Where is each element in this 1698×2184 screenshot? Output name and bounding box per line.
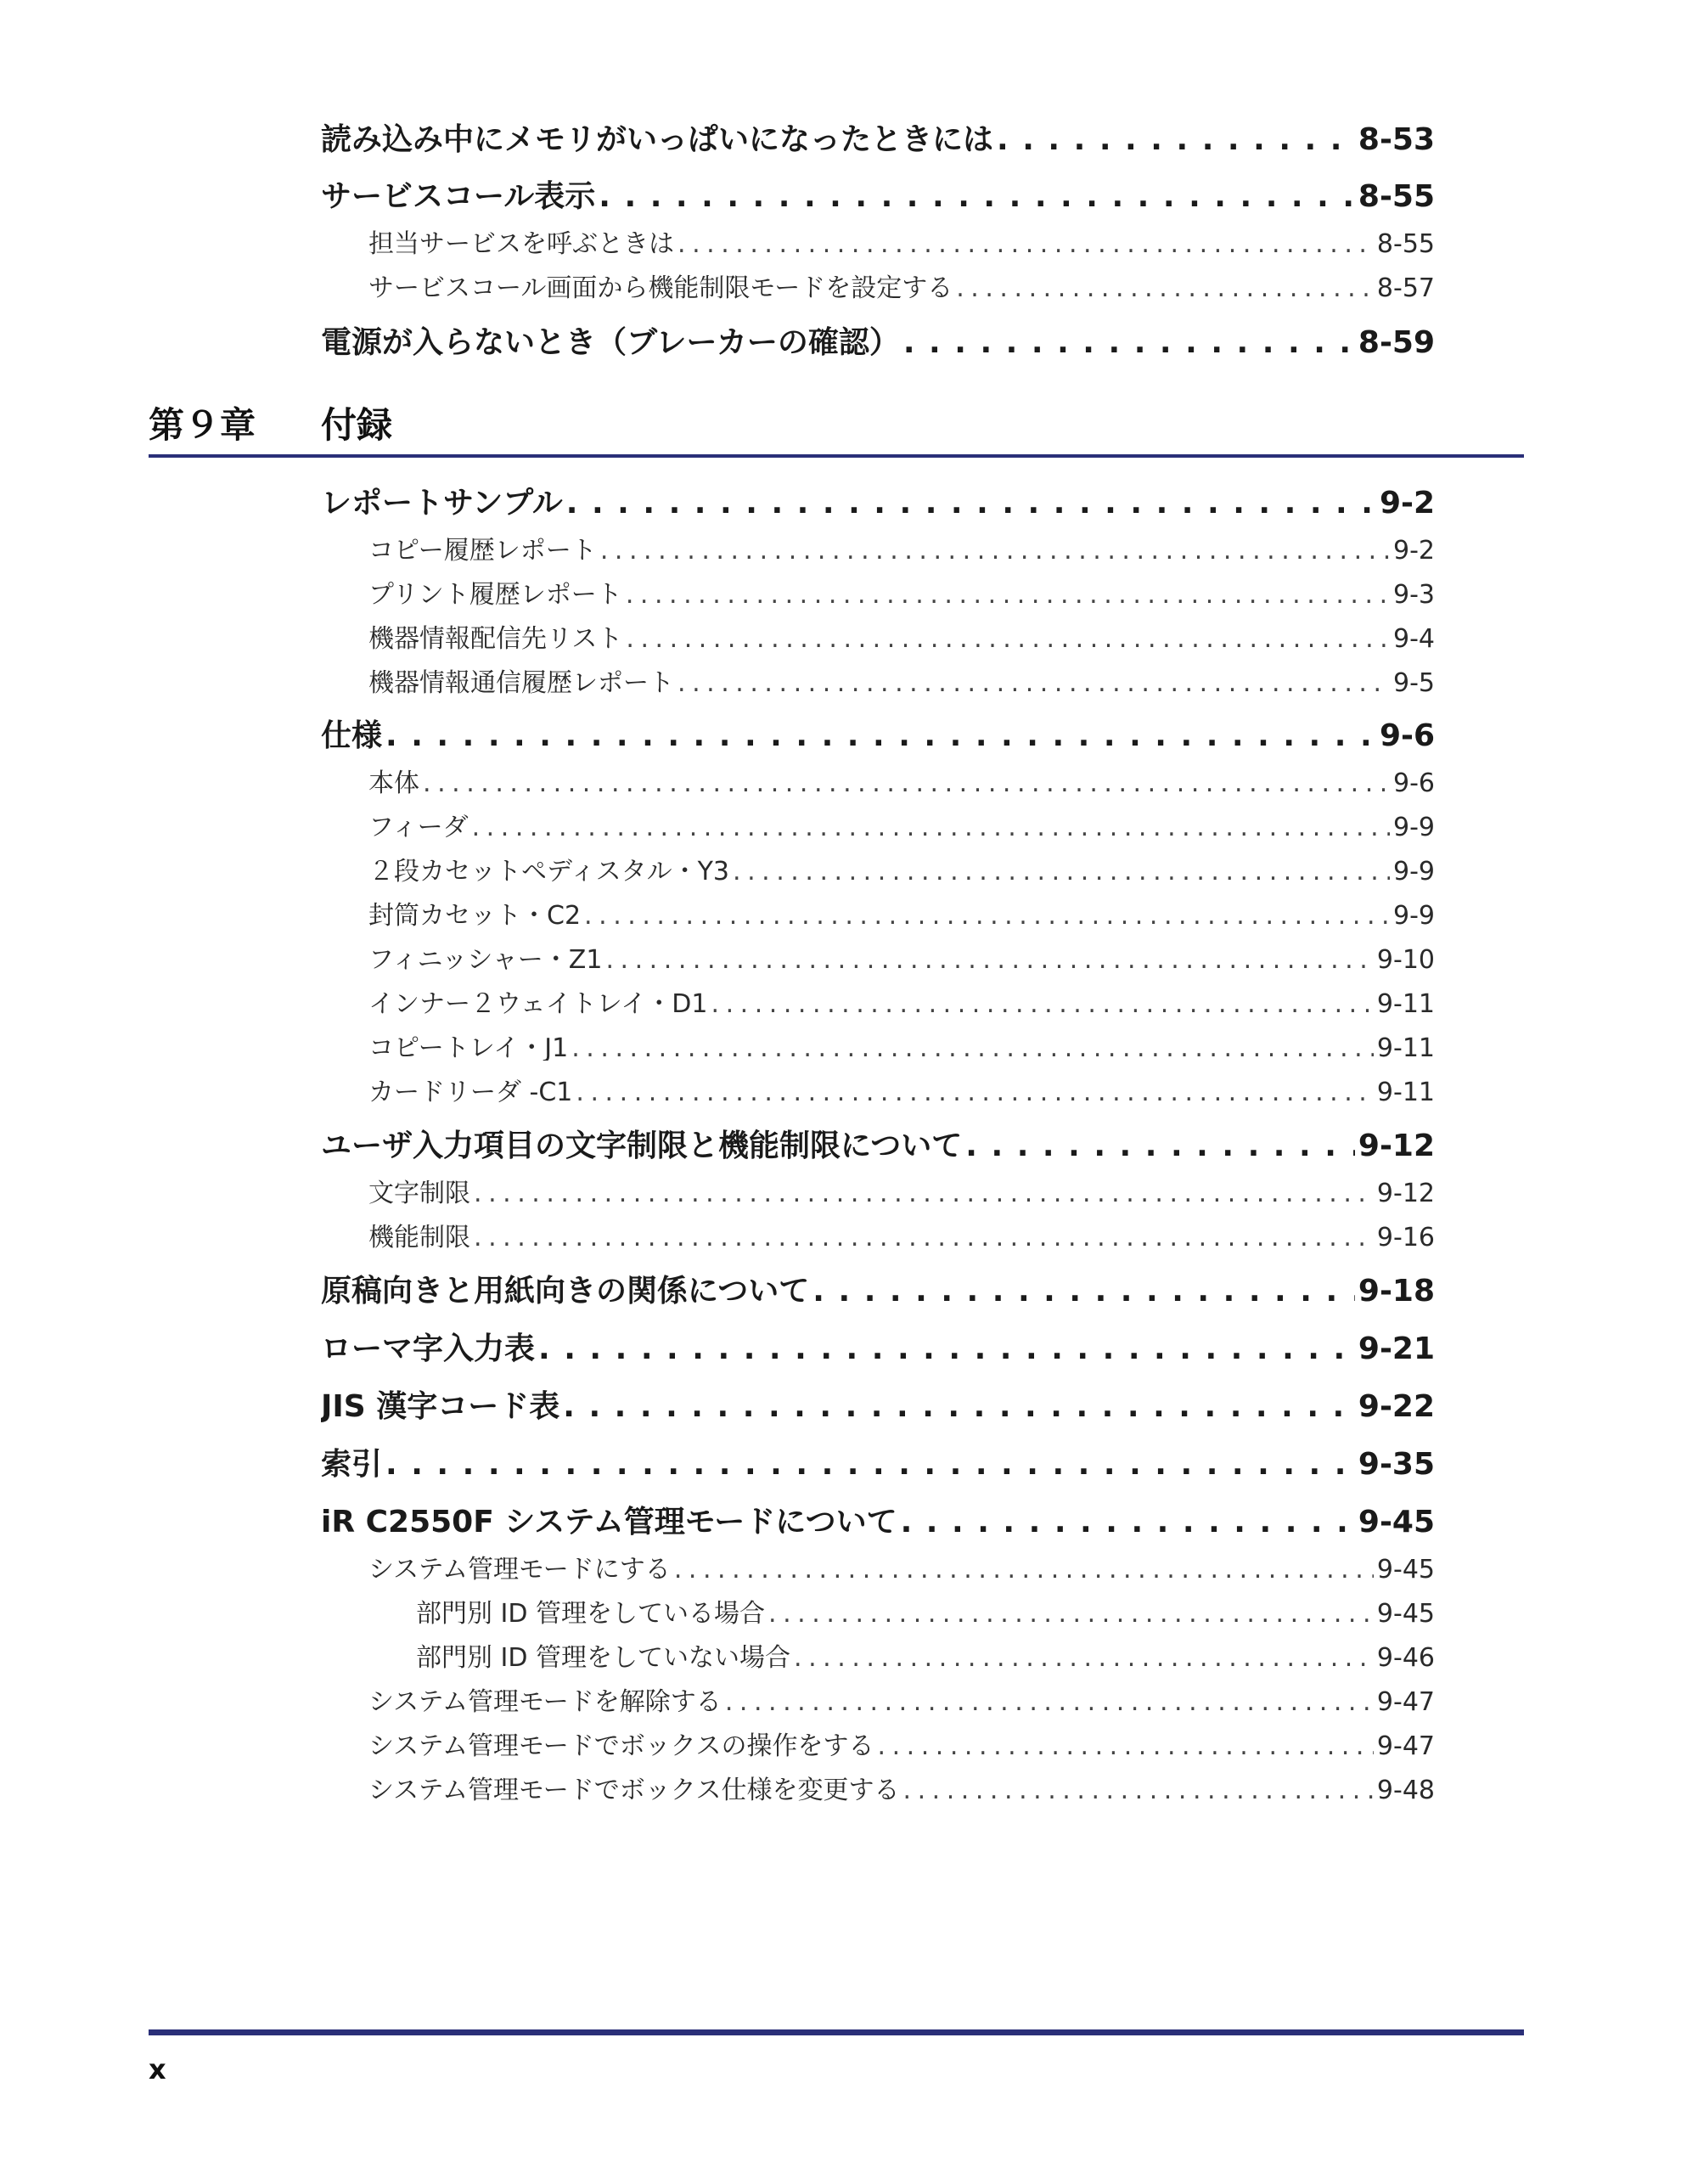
chapter-number: 第９章	[149, 404, 256, 446]
toc-entry-page: 9-11	[1376, 1033, 1435, 1061]
toc-entry-page: 9-6	[1379, 718, 1435, 752]
toc-entry-page: 9-4	[1393, 624, 1435, 651]
toc-entry-page: 9-11	[1376, 1078, 1435, 1105]
toc-entry-page: 9-10	[1376, 945, 1435, 972]
dot-leader	[965, 1129, 1355, 1162]
toc-entry-page: 9-2	[1393, 536, 1435, 563]
toc-entry-title: コピートレイ・J1	[368, 1033, 569, 1061]
dot-leader	[474, 1179, 1374, 1206]
toc-entry-title: 読み込み中にメモリがいっぱいになったときには	[321, 122, 994, 156]
dot-leader	[576, 1078, 1374, 1105]
toc-entry-title: フィーダ	[368, 813, 469, 840]
toc-entry-page: 9-3	[1393, 580, 1435, 607]
toc-subentry[interactable]	[368, 762, 1435, 796]
dot-leader	[626, 580, 1390, 607]
toc-entry-title: 文字制限	[368, 1179, 470, 1206]
toc-subentry[interactable]	[368, 1548, 1435, 1582]
toc-entry-title: プリント履歴レポート	[368, 580, 622, 607]
dot-leader	[674, 1555, 1374, 1582]
toc-entry-page: 9-12	[1358, 1129, 1435, 1162]
toc-subentry[interactable]	[368, 1680, 1435, 1714]
dot-leader	[600, 536, 1390, 563]
toc-entry-page: 8-57	[1376, 273, 1435, 301]
toc-entry-title: サービスコール画面から機能制限モードを設定する	[368, 273, 953, 301]
toc-entry-title: ローマ字入力表	[321, 1331, 536, 1365]
toc-entry-title: 担当サービスを呼ぶときは	[368, 229, 674, 256]
toc-entry-title: 機器情報配信先リスト	[368, 624, 623, 651]
toc-entry-title: 原稿向きと用紙向きの関係について	[321, 1274, 810, 1308]
toc-entry-page: 9-5	[1393, 668, 1435, 695]
toc-subentry[interactable]	[368, 529, 1435, 563]
toc-subentry[interactable]	[368, 982, 1435, 1016]
dot-leader	[566, 486, 1376, 520]
toc-entry-title: サービスコール表示	[321, 179, 596, 213]
toc-subentry[interactable]	[368, 1172, 1435, 1206]
toc-entry-title: JIS 漢字コード表	[321, 1389, 560, 1423]
toc-entry-page: 9-18	[1358, 1274, 1435, 1308]
dot-leader	[474, 1223, 1374, 1250]
dot-leader	[423, 768, 1390, 796]
dot-leader	[385, 718, 1376, 752]
toc-entry-page: 9-35	[1358, 1447, 1435, 1481]
toc-subsubentry[interactable]	[416, 1592, 1435, 1626]
dot-leader	[678, 668, 1390, 695]
toc-entry-page: 9-45	[1376, 1599, 1435, 1626]
chapter-heading	[149, 397, 392, 448]
toc-entry-page: 9-12	[1376, 1179, 1435, 1206]
toc-entry-page: 8-59	[1358, 325, 1435, 359]
dot-leader	[385, 1447, 1355, 1481]
toc-subentry[interactable]	[368, 894, 1435, 928]
toc-entry-page: 8-53	[1358, 122, 1435, 156]
dot-leader	[571, 1033, 1374, 1061]
toc-entry-title: システム管理モードでボックス仕様を変更する	[368, 1776, 900, 1803]
dot-leader	[678, 229, 1374, 256]
dot-leader	[711, 989, 1374, 1016]
toc-entry[interactable]	[321, 479, 1435, 520]
toc-entry-page: 9-22	[1358, 1389, 1435, 1423]
dot-leader	[563, 1389, 1355, 1423]
toc-entry-page: 9-46	[1376, 1643, 1435, 1670]
toc-entry-page: 9-21	[1358, 1331, 1435, 1365]
page-number: x	[149, 2053, 166, 2085]
toc-subentry[interactable]	[368, 267, 1435, 301]
toc-entry-page: 9-45	[1376, 1555, 1435, 1582]
toc-entry-title: 部門別 ID 管理をしている場合	[416, 1599, 766, 1626]
toc-entry-title: インナー２ウェイトレイ・D1	[368, 989, 708, 1016]
toc-entry-title: システム管理モードにする	[368, 1555, 671, 1582]
toc-entry-title: 部門別 ID 管理をしていない場合	[416, 1643, 791, 1670]
toc-entry-title: 機器情報通信履歴レポート	[368, 668, 674, 695]
toc-entry-page: 9-45	[1358, 1505, 1435, 1539]
dot-leader	[599, 179, 1355, 213]
toc-entry[interactable]	[321, 712, 1435, 752]
toc-entry[interactable]	[321, 1267, 1435, 1308]
toc-entry-title: フィニッシャー・Z1	[368, 945, 603, 972]
dot-leader	[812, 1274, 1355, 1308]
toc-subentry[interactable]	[368, 222, 1435, 256]
toc-subentry[interactable]	[368, 1027, 1435, 1061]
toc-entry[interactable]	[321, 1122, 1435, 1162]
toc-entry[interactable]	[321, 1440, 1435, 1481]
toc-entry-title: iR C2550F システム管理モードについて	[321, 1505, 897, 1539]
toc-entry-page: 8-55	[1376, 229, 1435, 256]
toc-entry[interactable]	[321, 1498, 1435, 1539]
dot-leader	[605, 945, 1373, 972]
toc-entry-page: 9-6	[1393, 768, 1435, 796]
toc-entry-title: システム管理モードを解除する	[368, 1687, 722, 1714]
toc-entry-title: 電源が入らないとき（ブレーカーの確認）	[321, 325, 900, 359]
toc-entry-page: 9-9	[1393, 901, 1435, 928]
dot-leader	[768, 1599, 1374, 1626]
toc-subentry[interactable]	[368, 850, 1435, 884]
toc-entry-title: 機能制限	[368, 1223, 470, 1250]
dot-leader	[725, 1687, 1374, 1714]
toc-entry-title: ユーザ入力項目の文字制限と機能制限について	[321, 1129, 963, 1162]
dot-leader	[997, 122, 1355, 156]
toc-subentry[interactable]	[368, 938, 1435, 972]
toc-entry[interactable]	[321, 1325, 1435, 1365]
toc-subentry[interactable]	[368, 617, 1435, 651]
toc-entry-title: コピー履歴レポート	[368, 536, 597, 563]
dot-leader	[733, 857, 1390, 884]
toc-subentry[interactable]	[368, 1769, 1435, 1803]
dot-leader	[626, 624, 1390, 651]
toc-entry[interactable]	[321, 172, 1435, 213]
toc-entry[interactable]	[321, 318, 1435, 359]
toc-entry-page: 9-2	[1379, 486, 1435, 520]
toc-entry-title: 封筒カセット・C2	[368, 901, 582, 928]
toc-entry-title: レポートサンプル	[321, 486, 563, 520]
toc-entry-page: 9-9	[1393, 857, 1435, 884]
toc-subsubentry[interactable]	[416, 1636, 1435, 1670]
dot-leader	[584, 901, 1390, 928]
toc-entry[interactable]	[321, 1382, 1435, 1423]
toc-subentry[interactable]	[368, 573, 1435, 607]
dot-leader	[903, 1776, 1374, 1803]
toc-subentry[interactable]	[368, 1725, 1435, 1759]
dot-leader	[794, 1643, 1374, 1670]
toc-entry-title: 本体	[368, 768, 419, 796]
toc-entry-page: 9-16	[1376, 1223, 1435, 1250]
chapter-divider	[149, 454, 1524, 458]
toc-entry-page: 9-9	[1393, 813, 1435, 840]
toc-entry-page: 9-47	[1376, 1731, 1435, 1759]
toc-subentry[interactable]	[368, 1071, 1435, 1105]
dot-leader	[956, 273, 1374, 301]
toc-entry-page: 9-48	[1376, 1776, 1435, 1803]
toc-entry-title: 索引	[321, 1447, 383, 1481]
toc-entry-title: システム管理モードでボックスの操作をする	[368, 1731, 874, 1759]
toc-subentry[interactable]	[368, 1216, 1435, 1250]
dot-leader	[878, 1731, 1374, 1759]
toc-entry-title: カードリーダ -C1	[368, 1078, 573, 1105]
dot-leader	[538, 1331, 1355, 1365]
toc-subentry[interactable]	[368, 806, 1435, 840]
footer-divider	[149, 2029, 1524, 2035]
toc-entry[interactable]	[321, 115, 1435, 156]
dot-leader	[472, 813, 1390, 840]
toc-entry-page: 9-47	[1376, 1687, 1435, 1714]
dot-leader	[903, 325, 1355, 359]
dot-leader	[901, 1505, 1355, 1539]
toc-subentry[interactable]	[368, 661, 1435, 695]
chapter-title: 付録	[321, 404, 393, 446]
toc-entry-page: 8-55	[1358, 179, 1435, 213]
toc-entry-page: 9-11	[1376, 989, 1435, 1016]
toc-entry-title: ２段カセットペディスタル・Y3	[368, 857, 730, 884]
toc-entry-title: 仕様	[321, 718, 383, 752]
